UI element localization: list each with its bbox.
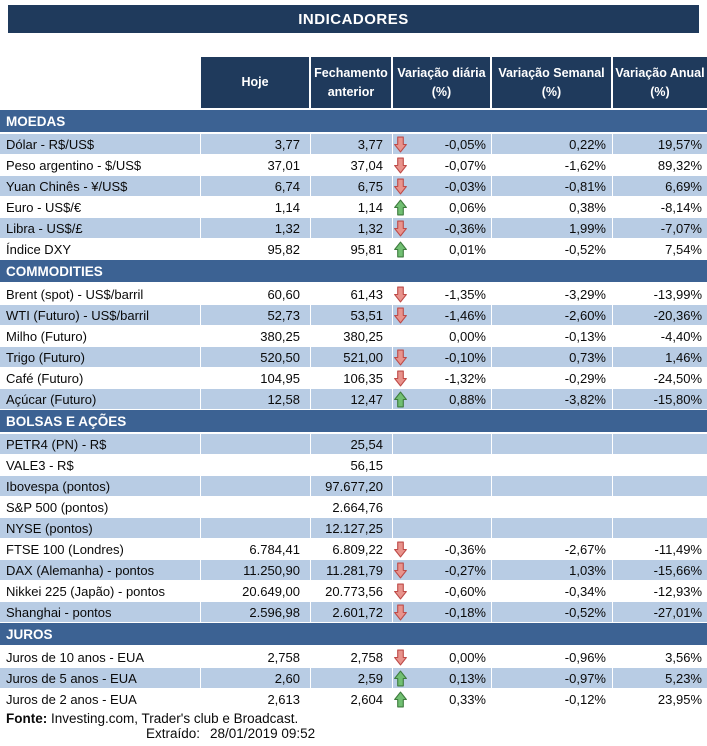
row-label-cell: DAX (Alemanha) - pontos bbox=[0, 560, 201, 581]
row-label-cell: S&P 500 (pontos) bbox=[0, 497, 201, 518]
table-row-dolar-r-us- bbox=[0, 134, 707, 155]
fechamento-cell: 6.809,22 bbox=[311, 539, 393, 560]
variacao-diaria-cell bbox=[393, 434, 492, 455]
variacao-diaria-cell bbox=[393, 197, 492, 218]
row-label-cell: VALE3 - R$ bbox=[0, 455, 201, 476]
row-label-cell: Juros de 5 anos - EUA bbox=[0, 668, 201, 689]
fechamento-cell: 2,59 bbox=[311, 668, 393, 689]
hoje-cell bbox=[201, 497, 311, 518]
source-label: Fonte: bbox=[6, 711, 48, 726]
variacao-semanal-cell: 1,03% bbox=[492, 560, 613, 581]
column-header-row bbox=[0, 57, 707, 108]
variacao-anual-cell: 5,23% bbox=[613, 668, 707, 689]
down-arrow-icon bbox=[394, 349, 407, 366]
variacao-anual-cell: 3,56% bbox=[613, 647, 707, 668]
down-arrow-icon bbox=[394, 220, 407, 237]
hoje-cell bbox=[201, 476, 311, 497]
fechamento-cell: 25,54 bbox=[311, 434, 393, 455]
down-arrow-icon bbox=[394, 562, 407, 579]
variacao-diaria-cell bbox=[393, 368, 492, 389]
fechamento-cell: 1,32 bbox=[311, 218, 393, 239]
variacao-semanal-cell: -1,62% bbox=[492, 155, 613, 176]
variacao-semanal-cell: -0,52% bbox=[492, 602, 613, 623]
row-label-cell: Libra - US$/£ bbox=[0, 218, 201, 239]
fechamento-cell: 95,81 bbox=[311, 239, 393, 260]
hoje-cell: 11.250,90 bbox=[201, 560, 311, 581]
variacao-diaria-value: 0,01% bbox=[449, 241, 486, 257]
fechamento-cell: 2,758 bbox=[311, 647, 393, 668]
row-label-cell: Nikkei 225 (Japão) - pontos bbox=[0, 581, 201, 602]
hoje-cell: 37,01 bbox=[201, 155, 311, 176]
row-label-cell: Açúcar (Futuro) bbox=[0, 389, 201, 410]
variacao-semanal-cell: -0,34% bbox=[492, 581, 613, 602]
variacao-diaria-cell bbox=[393, 305, 492, 326]
column-header-variacao-diaria: Variação diária (%) bbox=[393, 57, 492, 108]
table-row-milho-futuro- bbox=[0, 326, 707, 347]
variacao-diaria-value: -0,36% bbox=[444, 541, 486, 557]
table-row-brent-spot-us-barril bbox=[0, 284, 707, 305]
hoje-cell: 1,32 bbox=[201, 218, 311, 239]
variacao-diaria-cell bbox=[393, 218, 492, 239]
table-row-juros-de-5-anos-eua bbox=[0, 668, 707, 689]
variacao-anual-cell: -8,14% bbox=[613, 197, 707, 218]
section-header-label: BOLSAS E AÇÕES bbox=[6, 413, 127, 429]
fechamento-cell: 106,35 bbox=[311, 368, 393, 389]
hoje-cell: 6.784,41 bbox=[201, 539, 311, 560]
variacao-diaria-cell bbox=[393, 389, 492, 410]
section-header-label: JUROS bbox=[6, 626, 53, 642]
table-row-dax-alemanha-pontos bbox=[0, 560, 707, 581]
variacao-diaria-value: -0,10% bbox=[444, 349, 486, 365]
fechamento-cell: 20.773,56 bbox=[311, 581, 393, 602]
hoje-cell: 60,60 bbox=[201, 284, 311, 305]
variacao-diaria-cell bbox=[393, 155, 492, 176]
section-header-bolsas-e-acoes bbox=[0, 410, 707, 434]
fechamento-cell: 37,04 bbox=[311, 155, 393, 176]
down-arrow-icon bbox=[394, 583, 407, 600]
variacao-anual-cell bbox=[613, 476, 707, 497]
variacao-semanal-cell: 0,22% bbox=[492, 134, 613, 155]
row-label-cell: Shanghai - pontos bbox=[0, 602, 201, 623]
section-header-label: COMMODITIES bbox=[6, 263, 103, 279]
table-row-s-p-500-pontos- bbox=[0, 497, 707, 518]
variacao-diaria-cell bbox=[393, 518, 492, 539]
extracted-label: Extraído: bbox=[146, 726, 201, 741]
variacao-semanal-cell: -2,60% bbox=[492, 305, 613, 326]
table-row-petr4-pn-r- bbox=[0, 434, 707, 455]
hoje-cell: 2.596,98 bbox=[201, 602, 311, 623]
hoje-cell: 95,82 bbox=[201, 239, 311, 260]
fechamento-cell: 97.677,20 bbox=[311, 476, 393, 497]
up-arrow-icon bbox=[394, 670, 407, 687]
section-header-label: MOEDAS bbox=[6, 113, 66, 129]
variacao-diaria-cell bbox=[393, 497, 492, 518]
variacao-diaria-value: -0,60% bbox=[444, 583, 486, 599]
variacao-diaria-cell bbox=[393, 581, 492, 602]
variacao-diaria-value: 0,88% bbox=[449, 391, 486, 407]
up-arrow-icon bbox=[394, 691, 407, 708]
footer bbox=[0, 710, 707, 741]
row-label-cell: Juros de 10 anos - EUA bbox=[0, 647, 201, 668]
down-arrow-icon bbox=[394, 370, 407, 387]
fechamento-cell: 56,15 bbox=[311, 455, 393, 476]
row-label-cell: Brent (spot) - US$/barril bbox=[0, 284, 201, 305]
fechamento-cell: 1,14 bbox=[311, 197, 393, 218]
fechamento-cell: 380,25 bbox=[311, 326, 393, 347]
variacao-diaria-value: -0,07% bbox=[444, 157, 486, 173]
down-arrow-icon bbox=[394, 604, 407, 621]
variacao-semanal-cell: 1,99% bbox=[492, 218, 613, 239]
table-row-vale3-r- bbox=[0, 455, 707, 476]
column-header-hoje: Hoje bbox=[201, 57, 311, 108]
report-title-bar bbox=[8, 5, 699, 33]
variacao-diaria-cell bbox=[393, 560, 492, 581]
variacao-diaria-cell bbox=[393, 326, 492, 347]
table-row-wti-futuro-us-barril bbox=[0, 305, 707, 326]
row-label-cell: Yuan Chinês - ¥/US$ bbox=[0, 176, 201, 197]
variacao-diaria-value: 0,33% bbox=[449, 691, 486, 707]
variacao-diaria-cell bbox=[393, 668, 492, 689]
hoje-cell: 6,74 bbox=[201, 176, 311, 197]
variacao-anual-cell bbox=[613, 434, 707, 455]
table-row-juros-de-2-anos-eua bbox=[0, 689, 707, 710]
row-label-cell: Trigo (Futuro) bbox=[0, 347, 201, 368]
variacao-anual-cell: 19,57% bbox=[613, 134, 707, 155]
corner-empty-cell bbox=[0, 57, 201, 108]
hoje-cell: 104,95 bbox=[201, 368, 311, 389]
variacao-anual-cell bbox=[613, 455, 707, 476]
hoje-cell: 2,60 bbox=[201, 668, 311, 689]
variacao-semanal-cell bbox=[492, 518, 613, 539]
variacao-anual-cell: -13,99% bbox=[613, 284, 707, 305]
hoje-cell: 2,758 bbox=[201, 647, 311, 668]
variacao-anual-cell: 6,69% bbox=[613, 176, 707, 197]
down-arrow-icon bbox=[394, 649, 407, 666]
variacao-diaria-value: -0,18% bbox=[444, 604, 486, 620]
hoje-cell: 20.649,00 bbox=[201, 581, 311, 602]
column-header-variacao-anual: Variação Anual (%) bbox=[613, 57, 707, 108]
variacao-semanal-cell: -0,13% bbox=[492, 326, 613, 347]
variacao-diaria-cell bbox=[393, 176, 492, 197]
variacao-diaria-cell bbox=[393, 284, 492, 305]
variacao-semanal-cell: -0,96% bbox=[492, 647, 613, 668]
row-label-cell: Café (Futuro) bbox=[0, 368, 201, 389]
row-label-cell: Euro - US$/€ bbox=[0, 197, 201, 218]
variacao-anual-cell: -4,40% bbox=[613, 326, 707, 347]
up-arrow-icon bbox=[394, 199, 407, 216]
variacao-semanal-cell: -0,12% bbox=[492, 689, 613, 710]
fechamento-cell: 3,77 bbox=[311, 134, 393, 155]
table-body bbox=[0, 110, 707, 710]
hoje-cell bbox=[201, 434, 311, 455]
variacao-diaria-cell bbox=[393, 647, 492, 668]
variacao-semanal-cell: 0,73% bbox=[492, 347, 613, 368]
hoje-cell: 3,77 bbox=[201, 134, 311, 155]
up-arrow-icon bbox=[394, 391, 407, 408]
fechamento-cell: 12,47 bbox=[311, 389, 393, 410]
extracted-timestamp: 28/01/2019 09:52 bbox=[210, 726, 316, 741]
variacao-diaria-value: -0,03% bbox=[444, 178, 486, 194]
row-label-cell: WTI (Futuro) - US$/barril bbox=[0, 305, 201, 326]
up-arrow-icon bbox=[394, 241, 407, 258]
variacao-semanal-cell: -3,29% bbox=[492, 284, 613, 305]
fechamento-cell: 12.127,25 bbox=[311, 518, 393, 539]
variacao-diaria-cell bbox=[393, 689, 492, 710]
source-line bbox=[0, 711, 707, 726]
variacao-semanal-cell: -0,52% bbox=[492, 239, 613, 260]
hoje-cell bbox=[201, 455, 311, 476]
column-header-fechamento-anterior: Fechamento anterior bbox=[311, 57, 393, 108]
fechamento-cell: 61,43 bbox=[311, 284, 393, 305]
section-header-juros bbox=[0, 623, 707, 647]
hoje-cell bbox=[201, 518, 311, 539]
table-row-nyse-pontos- bbox=[0, 518, 707, 539]
fechamento-cell: 11.281,79 bbox=[311, 560, 393, 581]
variacao-diaria-cell bbox=[393, 134, 492, 155]
variacao-diaria-cell bbox=[393, 602, 492, 623]
source-text: Investing.com, Trader's club e Broadcast. bbox=[47, 711, 299, 726]
row-label-cell: Ibovespa (pontos) bbox=[0, 476, 201, 497]
variacao-semanal-cell bbox=[492, 497, 613, 518]
variacao-diaria-value: 0,00% bbox=[449, 649, 486, 665]
hoje-cell: 52,73 bbox=[201, 305, 311, 326]
table-row-nikkei-225-japao-pontos bbox=[0, 581, 707, 602]
variacao-semanal-cell: -0,29% bbox=[492, 368, 613, 389]
table-row-juros-de-10-anos-eua bbox=[0, 647, 707, 668]
hoje-cell: 1,14 bbox=[201, 197, 311, 218]
variacao-diaria-value: -1,46% bbox=[444, 307, 486, 323]
table-row-ftse-100-londres- bbox=[0, 539, 707, 560]
row-label-cell: PETR4 (PN) - R$ bbox=[0, 434, 201, 455]
section-header-moedas bbox=[0, 110, 707, 134]
variacao-semanal-cell: -2,67% bbox=[492, 539, 613, 560]
row-label-cell: Índice DXY bbox=[0, 239, 201, 260]
variacao-anual-cell: 23,95% bbox=[613, 689, 707, 710]
variacao-anual-cell: -7,07% bbox=[613, 218, 707, 239]
row-label-cell: Milho (Futuro) bbox=[0, 326, 201, 347]
variacao-diaria-value: -1,35% bbox=[444, 286, 486, 302]
variacao-anual-cell bbox=[613, 497, 707, 518]
table-row-trigo-futuro- bbox=[0, 347, 707, 368]
hoje-cell: 2,613 bbox=[201, 689, 311, 710]
row-label-cell: Peso argentino - $/US$ bbox=[0, 155, 201, 176]
variacao-diaria-cell bbox=[393, 539, 492, 560]
page-title: INDICADORES bbox=[298, 10, 409, 28]
table-row-shanghai-pontos bbox=[0, 602, 707, 623]
fechamento-cell: 2.664,76 bbox=[311, 497, 393, 518]
variacao-diaria-value: 0,13% bbox=[449, 670, 486, 686]
table-row-peso-argentino-us- bbox=[0, 155, 707, 176]
table-row-acucar-futuro- bbox=[0, 389, 707, 410]
down-arrow-icon bbox=[394, 157, 407, 174]
down-arrow-icon bbox=[394, 541, 407, 558]
variacao-diaria-value: 0,06% bbox=[449, 199, 486, 215]
variacao-diaria-cell bbox=[393, 455, 492, 476]
row-label-cell: Dólar - R$/US$ bbox=[0, 134, 201, 155]
fechamento-cell: 6,75 bbox=[311, 176, 393, 197]
variacao-diaria-value: -1,32% bbox=[444, 370, 486, 386]
variacao-diaria-value: -0,27% bbox=[444, 562, 486, 578]
variacao-anual-cell: -12,93% bbox=[613, 581, 707, 602]
variacao-diaria-cell bbox=[393, 476, 492, 497]
table-row-ibovespa-pontos- bbox=[0, 476, 707, 497]
variacao-anual-cell: 1,46% bbox=[613, 347, 707, 368]
variacao-diaria-value: 0,00% bbox=[449, 328, 486, 344]
variacao-semanal-cell bbox=[492, 434, 613, 455]
table-row-yuan-chines-us- bbox=[0, 176, 707, 197]
variacao-anual-cell: -24,50% bbox=[613, 368, 707, 389]
table-row-euro-us- bbox=[0, 197, 707, 218]
extracted-line bbox=[0, 726, 707, 741]
hoje-cell: 520,50 bbox=[201, 347, 311, 368]
variacao-diaria-cell bbox=[393, 347, 492, 368]
variacao-semanal-cell: -0,97% bbox=[492, 668, 613, 689]
variacao-semanal-cell: -0,81% bbox=[492, 176, 613, 197]
row-label-cell: Juros de 2 anos - EUA bbox=[0, 689, 201, 710]
variacao-anual-cell: -15,66% bbox=[613, 560, 707, 581]
variacao-diaria-cell bbox=[393, 239, 492, 260]
table-row-cafe-futuro- bbox=[0, 368, 707, 389]
table-row-libra-us- bbox=[0, 218, 707, 239]
fechamento-cell: 521,00 bbox=[311, 347, 393, 368]
variacao-semanal-cell bbox=[492, 455, 613, 476]
variacao-anual-cell: 7,54% bbox=[613, 239, 707, 260]
variacao-semanal-cell: 0,38% bbox=[492, 197, 613, 218]
variacao-anual-cell: -20,36% bbox=[613, 305, 707, 326]
variacao-anual-cell: -11,49% bbox=[613, 539, 707, 560]
section-header-commodities bbox=[0, 260, 707, 284]
variacao-semanal-cell: -3,82% bbox=[492, 389, 613, 410]
table-row-indice-dxy bbox=[0, 239, 707, 260]
column-header-variacao-semanal: Variação Semanal (%) bbox=[492, 57, 613, 108]
row-label-cell: FTSE 100 (Londres) bbox=[0, 539, 201, 560]
row-label-cell: NYSE (pontos) bbox=[0, 518, 201, 539]
variacao-semanal-cell bbox=[492, 476, 613, 497]
hoje-cell: 12,58 bbox=[201, 389, 311, 410]
variacao-anual-cell: 89,32% bbox=[613, 155, 707, 176]
fechamento-cell: 53,51 bbox=[311, 305, 393, 326]
down-arrow-icon bbox=[394, 307, 407, 324]
fechamento-cell: 2,604 bbox=[311, 689, 393, 710]
down-arrow-icon bbox=[394, 136, 407, 153]
fechamento-cell: 2.601,72 bbox=[311, 602, 393, 623]
variacao-anual-cell: -15,80% bbox=[613, 389, 707, 410]
down-arrow-icon bbox=[394, 178, 407, 195]
hoje-cell: 380,25 bbox=[201, 326, 311, 347]
variacao-anual-cell bbox=[613, 518, 707, 539]
down-arrow-icon bbox=[394, 286, 407, 303]
variacao-anual-cell: -27,01% bbox=[613, 602, 707, 623]
variacao-diaria-value: -0,05% bbox=[444, 136, 486, 152]
variacao-diaria-value: -0,36% bbox=[444, 220, 486, 236]
